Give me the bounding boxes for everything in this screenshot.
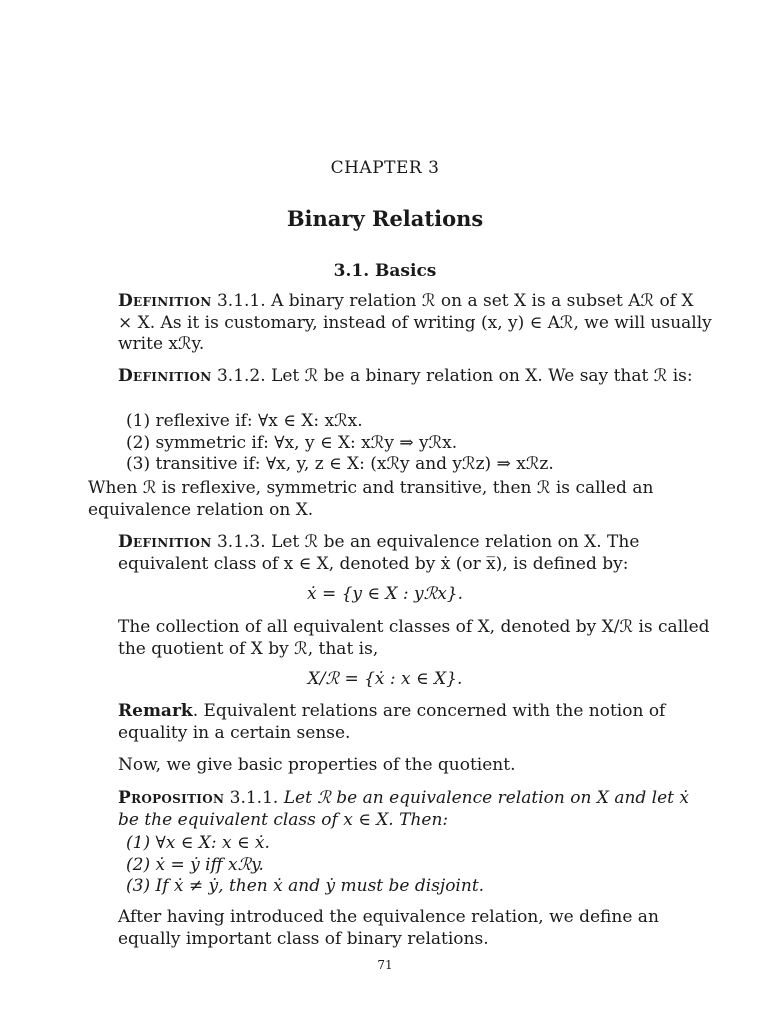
definition-number: 3.1.1. [216,291,266,311]
list-item: (3) transitive if: ∀x, y, z ∈ X: (xℛy and yℛz) ⇒ xℛz. [126,454,554,474]
definition-3-1-2-list [88,411,720,476]
section-heading: 3.1. Basics [333,261,437,281]
proposition-number: 3.1.1. [229,788,279,808]
definition-number: 3.1.2. [216,366,266,386]
list-item: (2) ẋ = ẏ iff xℛy. [126,854,264,875]
definition-text: Let ℛ be a binary relation on X. We say that ℛ is: [271,366,693,386]
remark-text: . Equivalent relations are concerned with the notion of equality in a certain sense. [118,701,666,743]
equivalent-class-formula: ẋ = {y ∈ X : yℛx}. [306,584,464,604]
proposition-3-1-1-list [88,833,720,898]
list-item: (1) ∀x ∈ X: x ∈ ẋ. [126,833,270,853]
definition-label: Definition [118,532,212,552]
definition-label: Definition [118,366,212,386]
chapter-title: Binary Relations [286,206,484,231]
page-number: 71 [377,958,393,972]
remark-label: Remark [118,701,193,721]
list-item: (1) reflexive if: ∀x ∈ X: xℛx. [126,411,363,431]
equivalence-relation-paragraph: When ℛ is reflexive, symmetric and transitive, then ℛ is called an equivalence relation on X. [88,478,654,520]
remark-paragraph [88,701,712,744]
definition-text: A binary relation ℛ on a set X is a subset Aℛ of X × X. As it is customary, instead of writing (x, y) ∈ Aℛ, we will usually write xℛy. [118,291,712,354]
closing-paragraph: After having introduced the equivalence relation, we define an equally important class of binary relations. [118,907,659,949]
proposition-label: Proposition [118,788,225,808]
properties-intro: Now, we give basic properties of the quotient. [118,755,516,775]
definition-3-1-3 [88,532,712,575]
definition-3-1-1 [88,291,712,356]
definition-number: 3.1.3. [216,532,266,552]
definition-label: Definition [118,291,212,311]
definition-3-1-2 [88,366,712,388]
quotient-paragraph: The collection of all equivalent classes of X, denoted by X/ℛ is called the quotient of X by ℛ, that is, [118,617,710,659]
definition-text: Let ℛ be an equivalence relation on X. The equivalent class of x ∈ X, denoted by ẋ (or x̅), is defined by: [118,532,640,574]
chapter-heading: CHAPTER 3 [330,158,440,178]
proposition-text: Let ℛ be an equivalence relation on X and let ẋ be the equivalent class of x ∈ X. Then: [118,788,690,830]
list-item: (2) symmetric if: ∀x, y ∈ X: xℛy ⇒ yℛx. [126,432,458,453]
list-item: (3) If ẋ ≠ ẏ, then ẋ and ẏ must be disjoint. [126,876,485,896]
proposition-3-1-1 [88,788,712,831]
book-page [88,0,712,1024]
quotient-formula: X/ℛ = {ẋ : x ∈ X}. [307,669,463,689]
